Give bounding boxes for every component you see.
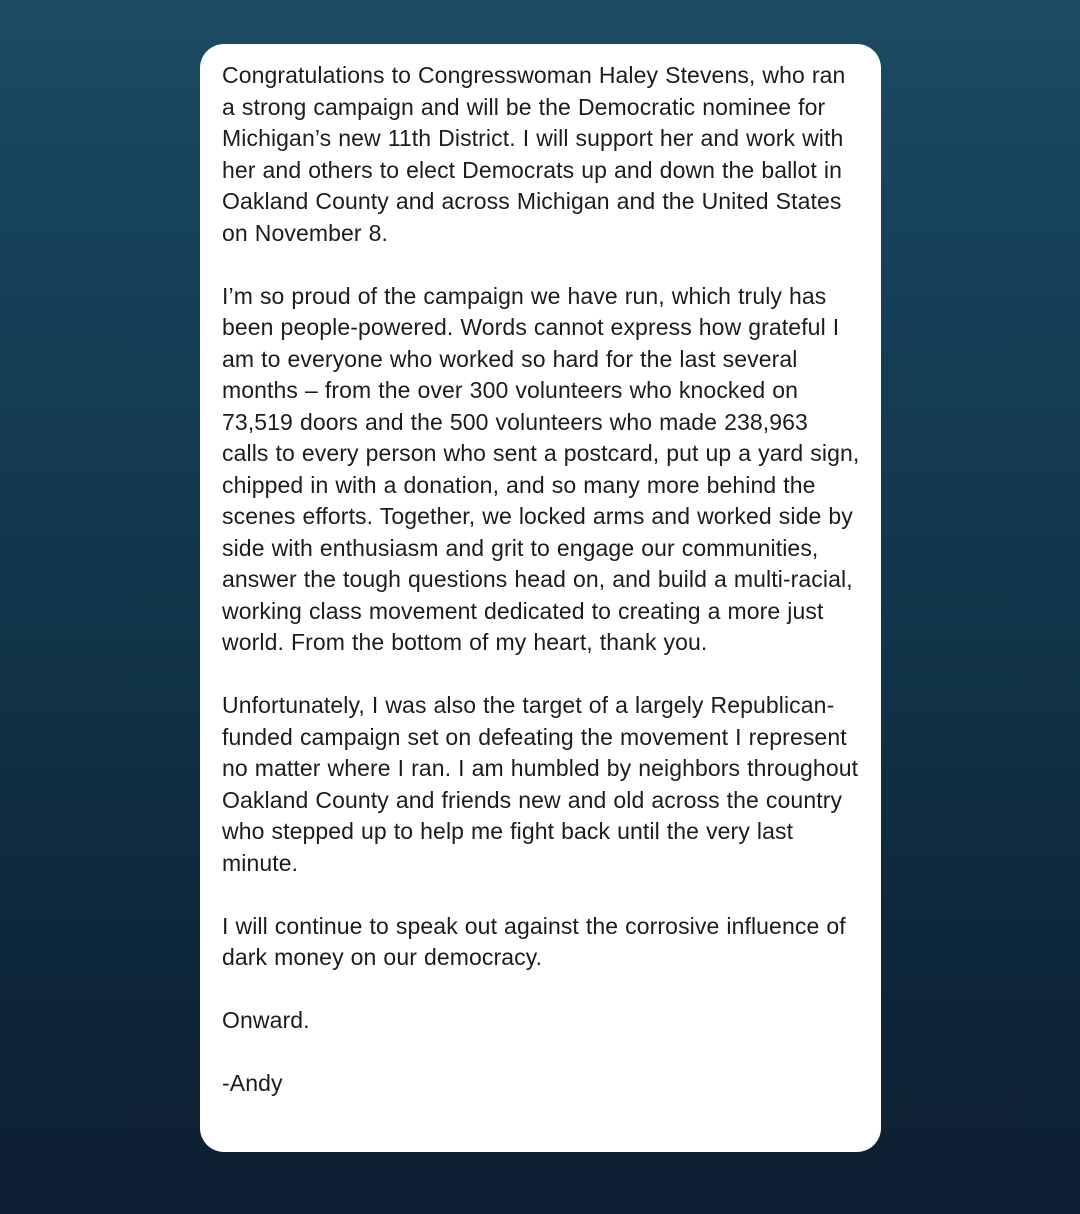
statement-card xyxy=(200,44,881,1152)
paragraph-onward: Onward. xyxy=(222,1007,310,1033)
paragraph-dark-money: I will continue to speak out against the corrosive influence of dark money on our democracy. xyxy=(222,912,846,970)
paragraph-campaign-pride: I’m so proud of the campaign we have run, which truly has been people-powered. Words cannot express how grateful I am to everyone who worked so hard for the last several months – from the over 300 volunteers who knocked on 73,519 doors and the 500 volunteers who made 238,963 calls to every person who sent a postcard, put up a yard sign, chipped in with a donation, and so many more behind the scenes efforts. Together, we locked arms and worked side by side with enthusiasm and grit to engage our communities, answer the tough questions head on, and build a multi-racial, working class movement dedicated to creating a more just world. From the bottom of my heart, thank you. xyxy=(222,282,860,655)
signature-andy: -Andy xyxy=(222,1070,283,1096)
paragraph-congratulations: Congratulations to Congresswoman Haley Stevens, who ran a strong campaign and will be the Democratic nominee for Michigan’s new 11th District. I will support her and work with her and others to elect Democrats up and down the ballot in Oakland County and across Michigan and the United States on November 8. xyxy=(222,62,846,246)
paragraph-republican-funded: Unfortunately, I was also the target of a largely Republican-funded campaign set on defeating the movement I represent no matter where I ran. I am humbled by neighbors throughout Oakland County and friends new and old across the country who stepped up to help me fight back until the very last minute. xyxy=(222,692,859,876)
